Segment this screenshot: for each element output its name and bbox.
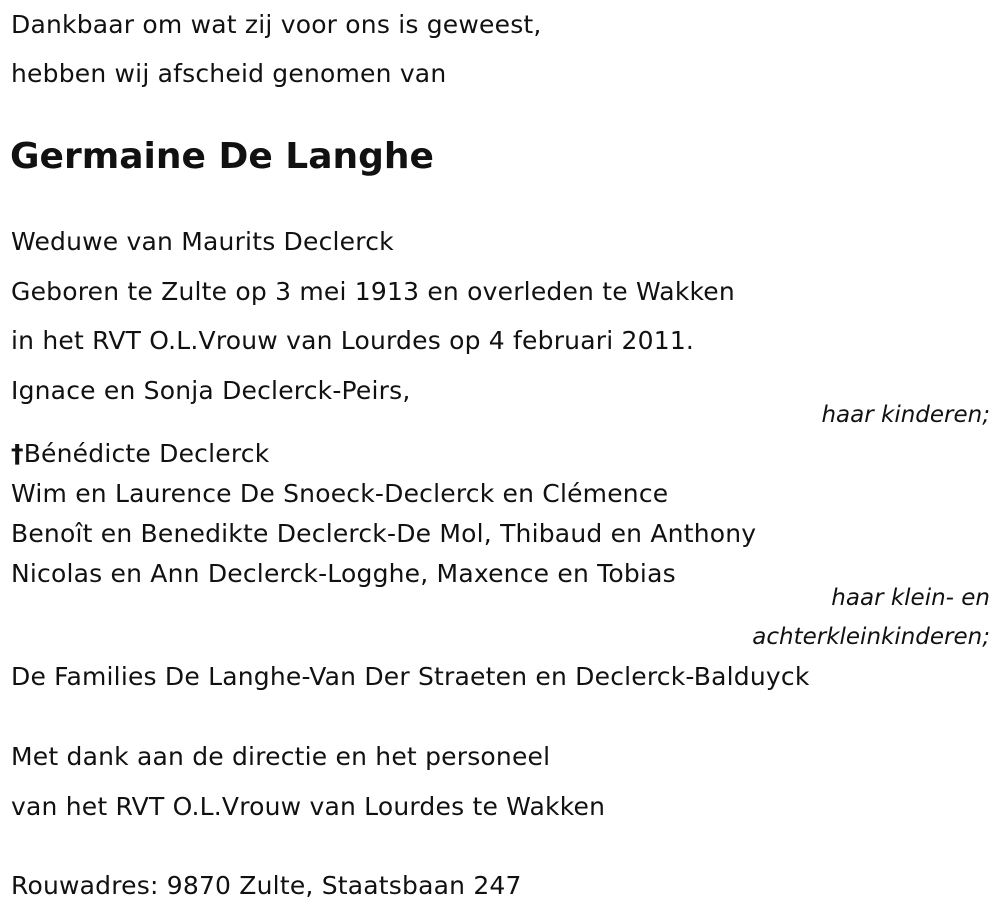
intro-line-2: hebben wij afscheid genomen van: [11, 59, 447, 88]
children-names: Ignace en Sonja Declerck-Peirs,: [11, 376, 411, 405]
intro-line-1: Dankbaar om wat zij voor ons is geweest,: [11, 10, 542, 39]
families-line: De Families De Langhe-Van Der Straeten en Declerck-Balduyck: [11, 662, 810, 691]
mourning-address: Rouwadres: 9870 Zulte, Staatsbaan 247: [11, 871, 522, 900]
cross-icon: †: [11, 439, 24, 468]
thanks-line-1: Met dank aan de directie en het personeel: [11, 742, 551, 771]
grandchildren-role-line-1: haar klein- en: [831, 585, 990, 611]
birth-line: Geboren te Zulte op 3 mei 1913 en overleden te Wakken: [11, 277, 735, 306]
deceased-grandchild-name: Bénédicte Declerck: [23, 439, 270, 468]
grandchildren-family-3: Nicolas en Ann Declerck-Logghe, Maxence en Tobias: [11, 559, 676, 588]
grandchildren-family-2: Benoît en Benedikte Declerck-De Mol, Thibaud en Anthony: [11, 519, 757, 548]
widow-line: Weduwe van Maurits Declerck: [11, 227, 394, 256]
grandchildren-role-line-2: achterkleinkinderen;: [752, 624, 990, 650]
death-line: in het RVT O.L.Vrouw van Lourdes op 4 februari 2011.: [11, 326, 695, 355]
thanks-line-2: van het RVT O.L.Vrouw van Lourdes te Wakken: [11, 792, 606, 821]
deceased-grandchild-line: [11, 439, 269, 469]
grandchildren-family-1: Wim en Laurence De Snoeck-Declerck en Clémence: [11, 479, 669, 508]
deceased-name: Germaine De Langhe: [10, 136, 434, 177]
children-role: haar kinderen;: [821, 402, 990, 428]
